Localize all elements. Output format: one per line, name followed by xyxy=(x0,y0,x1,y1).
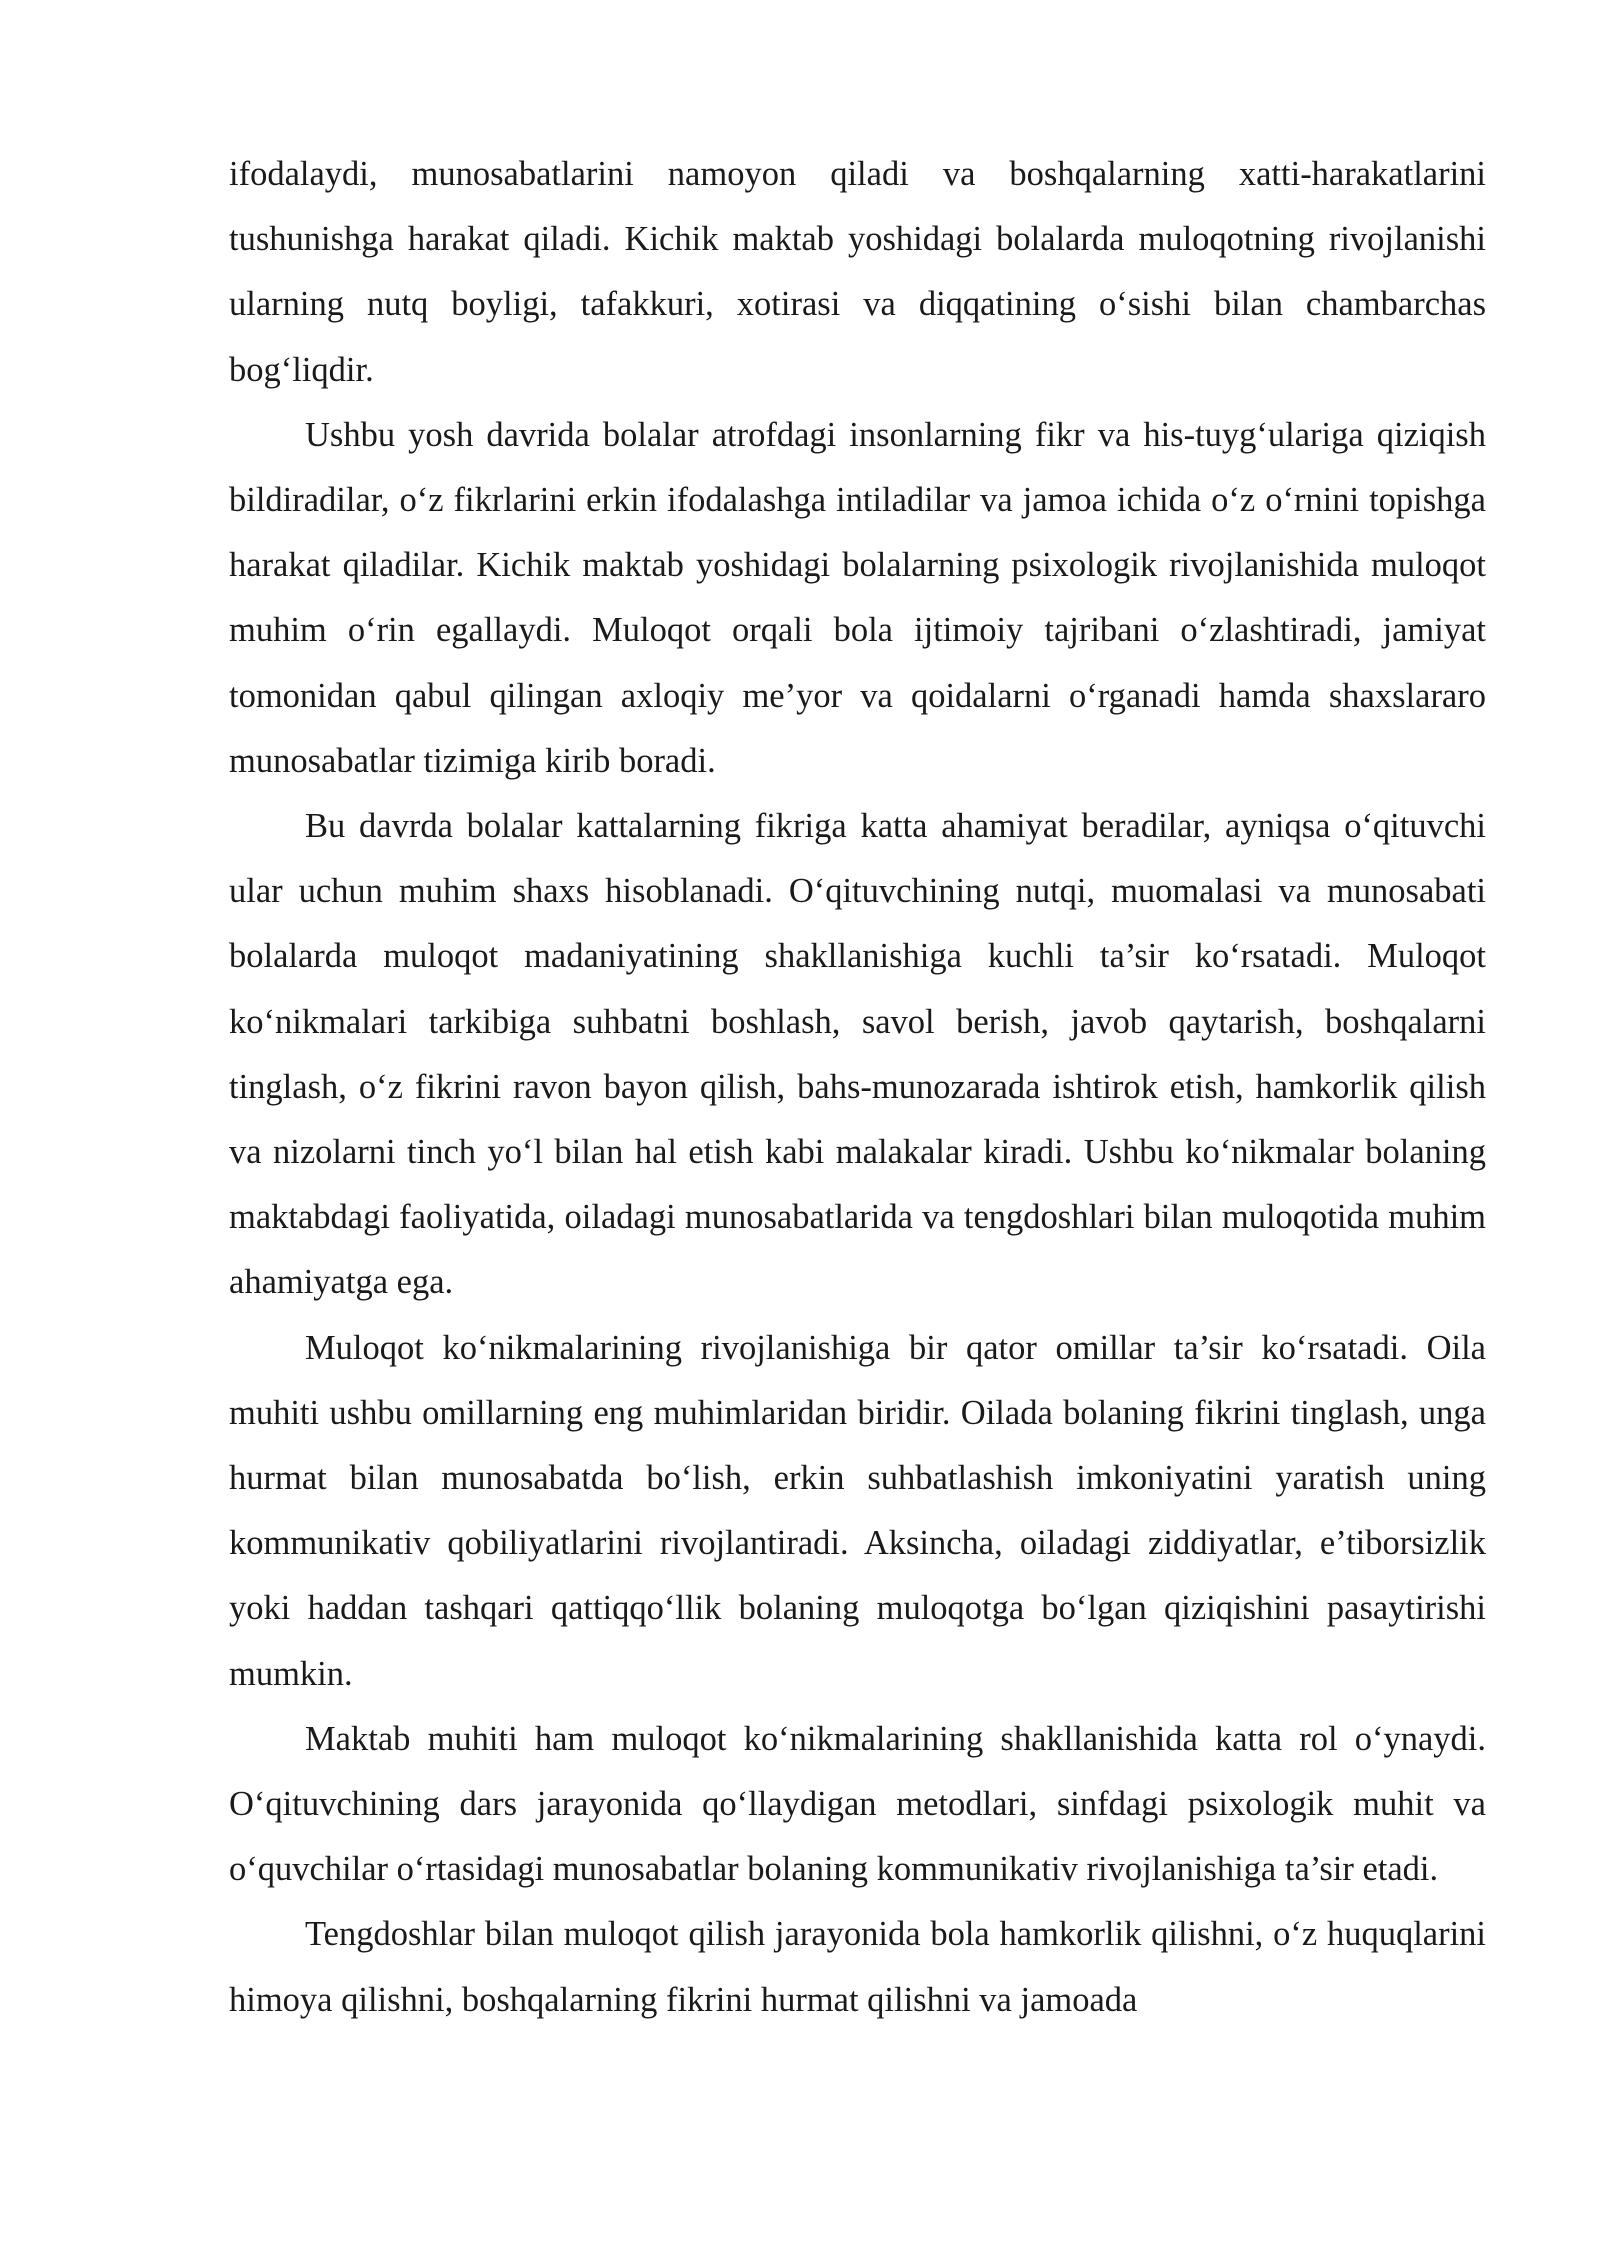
paragraph-2: Ushbu yosh davrida bolalar atrofdagi insonlarning fikr va his-tuyg‘ulariga qiziqish bildiradilar, o‘z fikrlarini erkin ifodalashga intiladilar va jamoa ichida o‘z o‘rnini topishga harakat qiladilar. Kichik maktab yoshidagi bolalarning psixologik rivojlanishida muloqot muhim o‘rin egallaydi. Muloqot orqali bola ijtimoiy tajribani o‘zlashtiradi, jamiyat tomonidan qabul qilingan axloqiy me’yor va qoidalarni o‘rganadi hamda shaxslararo munosabatlar tizimiga kirib boradi. xyxy=(229,415,1486,780)
paragraph-4: Muloqot ko‘nikmalarining rivojlanishiga bir qator omillar ta’sir ko‘rsatadi. Oila muhiti ushbu omillarning eng muhimlaridan biridir. Oilada bolaning fikrini tinglash, unga hurmat bilan munosabatda bo‘lish, erkin suhbatlashish imkoniyatini yaratish uning kommunikativ qobiliyatlarini rivojlantiradi. Aksincha, oiladagi ziddiyatlar, e’tiborsizlik yoki haddan tashqari qattiqqo‘llik bolaning muloqotga bo‘lgan qiziqishini pasaytirishi mumkin. xyxy=(229,1328,1486,1693)
paragraph-5: Maktab muhiti ham muloqot ko‘nikmalarining shakllanishida katta rol o‘ynaydi. O‘qituvchining dars jarayonida qo‘llaydigan metodlari, sinfdagi psixologik muhit va o‘quvchilar o‘rtasidagi munosabatlar bolaning kommunikativ rivojlanishiga ta’sir etadi. xyxy=(229,1719,1486,1889)
paragraph-6: Tengdoshlar bilan muloqot qilish jarayonida bola hamkorlik qilishni, o‘z huquqlarini himoya qilishni, boshqalarning fikrini hurmat qilishni va jamoada xyxy=(229,1915,1486,2019)
paragraph-1: ifodalaydi, munosabatlarini namoyon qiladi va boshqalarning xatti-harakatlarini tushunishga harakat qiladi. Kichik maktab yoshidagi bolalarda muloqotning rivojlanishi ularning nutq boyligi, tafakkuri, xotirasi va diqqatining o‘sishi bilan chambarchas bog‘liqdir. xyxy=(229,155,1486,389)
document-body xyxy=(229,142,1486,2033)
paragraph-3: Bu davrda bolalar kattalarning fikriga katta ahamiyat beradilar, ayniqsa o‘qituvchi ular uchun muhim shaxs hisoblanadi. O‘qituvchining nutqi, muomalasi va munosabati bolalarda muloqot madaniyatining shakllanishiga kuchli ta’sir ko‘rsatadi. Muloqot ko‘nikmalari tarkibiga suhbatni boshlash, savol berish, javob qaytarish, boshqalarni tinglash, o‘z fikrini ravon bayon qilish, bahs-munozarada ishtirok etish, hamkorlik qilish va nizolarni tinch yo‘l bilan hal etish kabi malakalar kiradi. Ushbu ko‘nikmalar bolaning maktabdagi faoliyatida, oiladagi munosabatlarida va tengdoshlari bilan muloqotida muhim ahamiyatga ega. xyxy=(229,807,1486,1302)
